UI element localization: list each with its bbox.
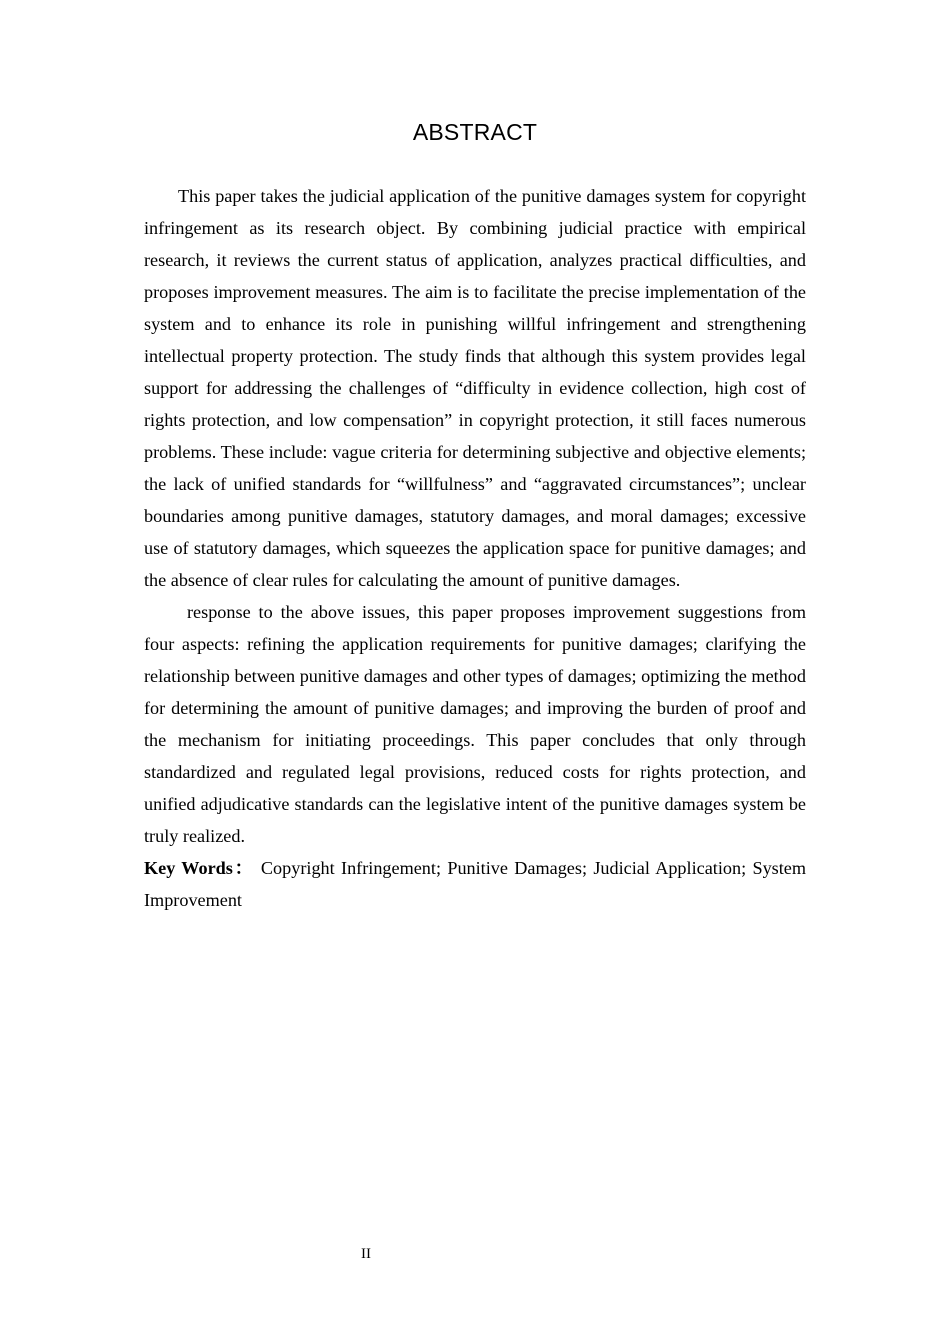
keywords-line [144, 852, 806, 916]
abstract-paragraph-1: This paper takes the judicial application of the punitive damages system for copyright infringement as its research object. By combining judicial practice with empirical research, it reviews the current status of application, analyzes practical difficulties, and proposes improvement measures. The aim is to facilitate the precise implementation of the system and to enhance its role in punishing willful infringement and strengthening intellectual property protection. The study finds that although this system provides legal support for addressing the challenges of “difficulty in evidence collection, high cost of rights protection, and low compensation” in copyright protection, it still faces numerous problems. These include: vague criteria for determining subjective and objective elements; the lack of unified standards for “willfulness” and “aggravated circumstances”; unclear boundaries among punitive damages, statutory damages, and moral damages; excessive use of statutory damages, which squeezes the application space for punitive damages; and the absence of clear rules for calculating the amount of punitive damages. [144, 186, 806, 590]
abstract-body [144, 180, 806, 916]
page-number: II [361, 1246, 371, 1262]
keywords-text: Copyright Infringement; Punitive Damages; Judicial Application; System Improvement [144, 858, 807, 910]
abstract-paragraph-2: response to the above issues, this paper proposes improvement suggestions from four aspects: refining the application requirements for punitive damages; clarifying the relationship between punitive damages and other types of damages; optimizing the method for determining the amount of punitive damages; and improving the burden of proof and the mechanism for initiating proceedings. This paper concludes that only through standardized and regulated legal provisions, reduced costs for rights protection, and unified adjudicative standards can the legislative intent of the punitive damages system be truly realized. [144, 602, 806, 846]
abstract-title: ABSTRACT [412, 119, 538, 145]
keywords-label: Key Words： [144, 858, 255, 878]
